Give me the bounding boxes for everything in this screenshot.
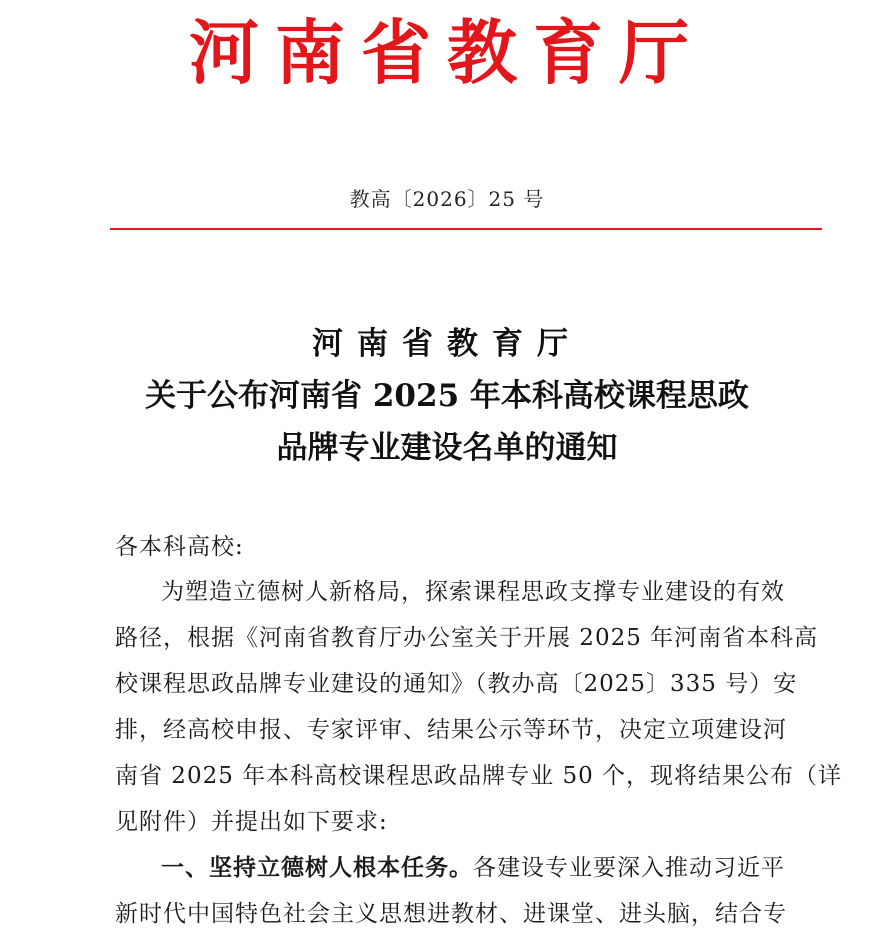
title-line-2: 关于公布河南省 2025 年本科高校课程思政 [145, 378, 749, 414]
document-number: 教高〔2026〕25 号 [349, 187, 545, 211]
item-1-text: 各建设专业要深入推动习近平 [473, 855, 785, 881]
paragraph-line: 为塑造立德树人新格局，探索课程思政支撑专业建设的有效 [161, 579, 785, 605]
title-line-3: 品牌专业建设名单的通知 [276, 430, 618, 466]
paragraph-line: 排，经高校申报、专家评审、结果公示等环节，决定立项建设河 [115, 717, 787, 743]
paragraph-line: 路径，根据《河南省教育厅办公室关于开展 2025 年河南省本科高 [115, 625, 819, 651]
agency-masthead: 河南省教育厅 [189, 11, 705, 94]
title-agency: 河南省教育厅 [312, 326, 582, 362]
paragraph-line: 见附件）并提出如下要求: [115, 809, 388, 835]
paragraph-line: 校课程思政品牌专业建设的通知》（教办高〔2025〕335 号）安 [115, 671, 798, 697]
paragraph-line: 新时代中国特色社会主义思想进教材、进课堂、进头脑，结合专 [115, 901, 787, 927]
salutation: 各本科高校: [115, 534, 244, 560]
paragraph-line: 南省 2025 年本科高校课程思政品牌专业 50 个，现将结果公布（详 [115, 763, 843, 789]
red-divider-line [110, 228, 822, 230]
item-1-heading: 一、坚持立德树人根本任务。 [161, 854, 473, 881]
item-1-line [161, 849, 827, 882]
